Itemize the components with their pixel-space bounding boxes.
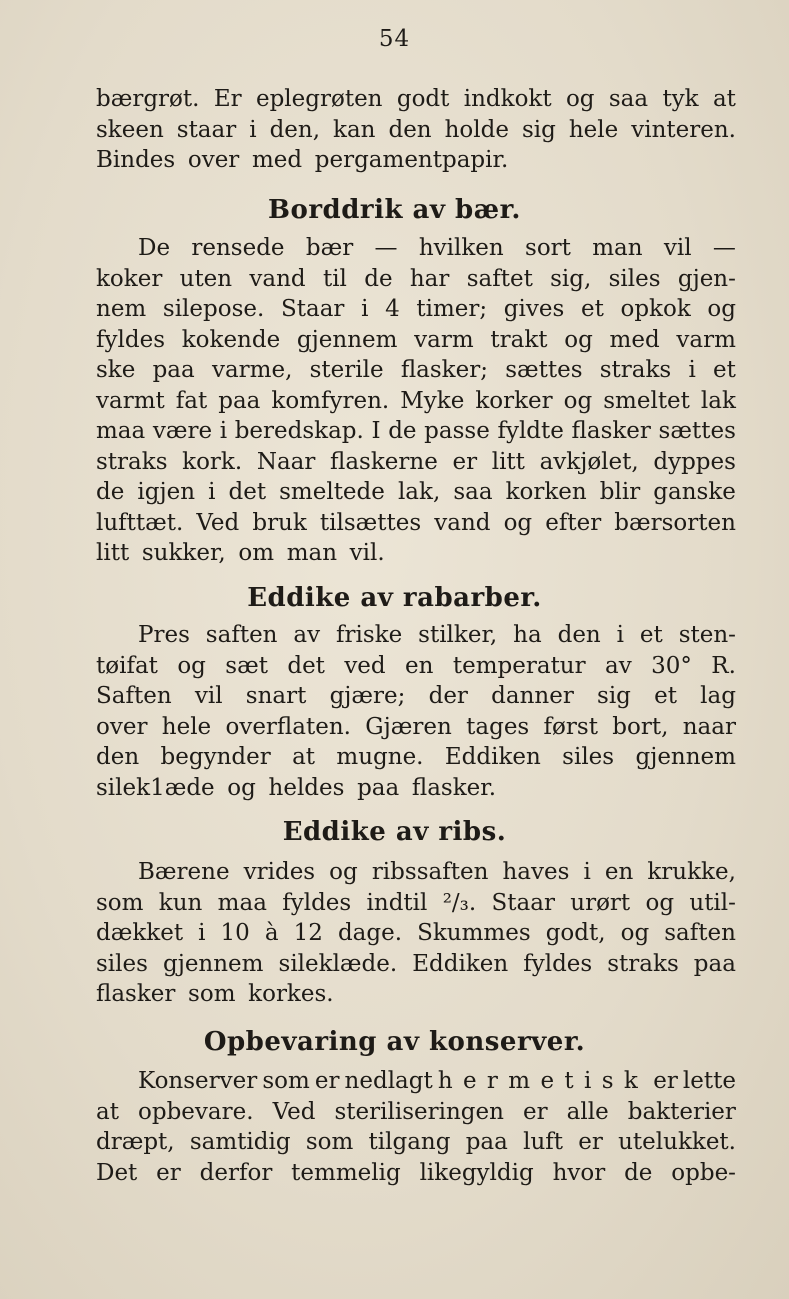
word: kokende <box>181 326 281 353</box>
word: indkokt <box>463 86 552 112</box>
word: kan <box>333 116 376 143</box>
word: igjen <box>137 479 196 505</box>
word: over <box>187 147 240 173</box>
word: utelukket. <box>618 1129 736 1155</box>
word: overflaten. <box>225 713 351 740</box>
word: tilsættes <box>319 509 422 536</box>
word: vil <box>663 235 692 261</box>
word: saa <box>453 479 493 505</box>
text-line <box>96 1158 736 1189</box>
word: hvor <box>552 1159 606 1186</box>
text-line <box>96 538 736 569</box>
word: luft <box>523 1129 564 1155</box>
text-line <box>96 325 736 356</box>
word: fyldes <box>523 950 593 977</box>
word: det <box>228 479 267 505</box>
word: 30° <box>651 652 692 679</box>
section-heading-borddrik: Borddrik av bær. <box>268 195 521 225</box>
word: nem <box>96 296 147 322</box>
word: lak, <box>397 479 441 505</box>
word: vand <box>249 265 306 292</box>
word: straks <box>599 357 672 383</box>
word: smeltet <box>603 387 690 414</box>
word: siles <box>608 265 661 292</box>
word: temperatur <box>452 652 586 679</box>
word: bakterier <box>627 1098 736 1125</box>
word: ganske <box>653 479 736 505</box>
word: kork. <box>182 448 243 475</box>
word: opbevare. <box>138 1098 254 1125</box>
word: og <box>620 920 650 946</box>
word: Eddiken <box>412 950 509 977</box>
word: bruk <box>252 509 307 536</box>
word: i <box>583 859 591 885</box>
word: samtidig <box>189 1129 291 1155</box>
word: vil. <box>349 540 385 566</box>
word: passe <box>424 418 490 444</box>
word: flasker <box>571 418 651 444</box>
word: sig <box>521 116 556 143</box>
word: sten- <box>678 622 736 648</box>
word: og <box>227 774 256 801</box>
word: vrides <box>243 859 316 885</box>
word: staar <box>176 116 237 143</box>
word: Staar <box>491 889 555 916</box>
text-line <box>96 742 736 773</box>
word: eplegrøten <box>255 86 383 112</box>
word: urørt <box>570 889 631 916</box>
text-line <box>96 1066 736 1097</box>
paragraph-eddike-ribs <box>96 857 736 1010</box>
word: med <box>609 326 660 353</box>
word: steriliseringen <box>334 1098 504 1125</box>
word: opbe- <box>671 1159 736 1186</box>
word: i <box>616 622 625 648</box>
word: er <box>452 448 478 475</box>
word: og <box>565 86 595 112</box>
word: dækket <box>96 920 184 946</box>
word: den, <box>269 116 321 143</box>
word: lak <box>700 387 736 414</box>
word: man <box>286 540 338 566</box>
word: paa <box>693 950 736 977</box>
word: Skummes <box>417 920 531 946</box>
word: friske <box>336 622 403 648</box>
word: til <box>322 265 347 292</box>
word: en <box>604 859 634 885</box>
word: som <box>262 1068 310 1094</box>
text-line <box>96 918 736 949</box>
paragraph-eddike-rabarber <box>96 620 736 803</box>
text-line <box>96 355 736 386</box>
word: i <box>198 920 206 946</box>
word: varm <box>676 326 736 353</box>
word: naar <box>682 713 736 740</box>
word: krukke, <box>647 859 736 885</box>
word: og <box>503 509 533 536</box>
text-line <box>96 1097 736 1128</box>
word: godt, <box>545 920 606 946</box>
word: den <box>557 622 601 648</box>
word: og <box>564 326 593 353</box>
word: ved <box>344 652 386 679</box>
word: fat <box>175 387 208 414</box>
word: gjennem <box>296 326 398 353</box>
word: begynder <box>160 744 271 770</box>
word: nedlagt <box>344 1068 433 1094</box>
word: Pres <box>138 622 190 648</box>
word: haves <box>502 859 570 885</box>
word: siles <box>562 744 615 770</box>
word: lag <box>700 683 736 709</box>
word: dræpt, <box>96 1129 175 1155</box>
word: og <box>329 859 358 885</box>
word: koker <box>96 265 163 292</box>
text-line <box>96 857 736 888</box>
word: sættes <box>658 418 736 444</box>
word: De <box>138 235 171 261</box>
text-line <box>96 264 736 295</box>
word: i <box>361 296 369 322</box>
word: — <box>712 235 736 261</box>
word: vil <box>194 683 223 709</box>
word: i <box>688 357 696 383</box>
word: rensede <box>191 235 285 261</box>
word: Staar <box>280 296 345 322</box>
word: Eddiken <box>444 744 541 770</box>
word: gjen- <box>677 265 736 292</box>
word: — <box>374 235 398 261</box>
word: tyk <box>662 86 699 112</box>
word: paa <box>152 357 195 383</box>
word: Ved <box>272 1098 316 1125</box>
word: tages <box>466 713 530 740</box>
text-line <box>96 712 736 743</box>
word: maa <box>217 889 267 916</box>
word: ske <box>96 357 136 383</box>
word: efter <box>545 509 602 536</box>
word: ribssaften <box>371 859 489 885</box>
paragraph-berry-porridge-end <box>96 84 736 176</box>
word: en <box>405 652 434 679</box>
word: fyldes <box>282 889 352 916</box>
word: av <box>605 652 632 679</box>
word: straks <box>607 950 679 977</box>
word: danner <box>491 683 574 709</box>
word: straks <box>96 448 168 475</box>
word: temmelig <box>291 1159 401 1186</box>
word: Gjæren <box>365 713 452 740</box>
word: fyldte <box>497 418 564 444</box>
word: et <box>654 683 677 709</box>
word: som <box>96 889 144 916</box>
word: et <box>580 296 604 322</box>
section-heading-eddike-ribs: Eddike av ribs. <box>282 817 507 847</box>
word: litt <box>96 540 130 566</box>
word: beredskap. <box>234 418 364 444</box>
word: saften <box>205 622 278 648</box>
word: i <box>249 116 257 143</box>
word: sættes <box>505 357 583 383</box>
word: Naar <box>256 448 316 475</box>
word: med <box>251 147 303 173</box>
word: à <box>264 920 279 946</box>
text-line <box>96 294 736 325</box>
word: de <box>624 1159 653 1186</box>
word: og <box>563 387 593 414</box>
word: lette <box>682 1068 736 1094</box>
text-line <box>96 447 736 478</box>
word: at <box>292 744 316 770</box>
text-line <box>96 681 736 712</box>
word: gjennem <box>162 950 264 977</box>
word: pergamentpapir. <box>314 147 509 173</box>
paragraph-borddrik <box>96 233 736 569</box>
text-line <box>96 233 736 264</box>
word: likegyldig <box>419 1159 534 1186</box>
word: hvilken <box>418 235 504 261</box>
word: som <box>188 981 236 1007</box>
word: de <box>96 479 125 505</box>
word: over <box>96 713 148 740</box>
text-line <box>96 115 736 146</box>
word: Konserver <box>138 1068 258 1094</box>
word: gjære; <box>329 683 406 709</box>
word: varmt <box>96 387 165 414</box>
word: korken <box>505 479 587 505</box>
word: man <box>592 235 643 261</box>
word: 4 <box>385 296 400 322</box>
word: 12 <box>293 920 323 946</box>
word: snart <box>245 683 307 709</box>
word: korkes. <box>248 981 334 1007</box>
word: Saften <box>96 683 172 709</box>
word: silek1æde <box>96 774 215 801</box>
word: være <box>152 418 213 444</box>
word: sort <box>525 235 571 261</box>
paragraph-opbevaring <box>96 1066 736 1188</box>
word-emphasized: hermetisk <box>437 1068 649 1094</box>
word: blir <box>599 479 641 505</box>
word: lufttæt. <box>96 509 184 536</box>
section-heading-opbevaring: Opbevaring av konserver. <box>203 1027 586 1057</box>
text-line <box>96 477 736 508</box>
word: korker <box>475 387 553 414</box>
word: derfor <box>199 1159 273 1186</box>
word: Bærene <box>138 859 230 885</box>
word: et <box>639 622 663 648</box>
word: bort, <box>612 713 669 740</box>
word: tøifat <box>96 652 158 679</box>
word: smeltede <box>279 479 385 505</box>
page-number: 54 <box>378 26 411 52</box>
word: bærsorten <box>614 509 736 536</box>
word: maa <box>96 418 146 444</box>
word: og <box>707 296 736 322</box>
section-heading-eddike-rabarber: Eddike av rabarber. <box>247 583 542 613</box>
word: de <box>388 418 417 444</box>
word: bær <box>305 235 354 261</box>
word: fyldes <box>96 326 165 353</box>
word: er <box>156 1159 181 1186</box>
word: paa <box>357 774 400 801</box>
word: sukker, <box>141 540 226 566</box>
word: dyppes <box>653 448 736 475</box>
word: flasker; <box>400 357 488 383</box>
word: avkjølet, <box>539 448 639 475</box>
word: hele <box>568 116 619 143</box>
word: vand <box>434 509 491 536</box>
word: sterile <box>309 357 384 383</box>
word: i <box>219 418 228 444</box>
word: er <box>314 1068 340 1094</box>
text-line <box>96 949 736 980</box>
word: kun <box>158 889 203 916</box>
word: og <box>645 889 675 916</box>
word: 10 <box>220 920 250 946</box>
word: skeen <box>96 116 164 143</box>
word: siles <box>96 950 148 977</box>
word: saften <box>664 920 736 946</box>
word: et <box>713 357 736 383</box>
word: Det <box>96 1159 138 1186</box>
word: det <box>287 652 325 679</box>
word: den <box>388 116 432 143</box>
word: er <box>522 1098 548 1125</box>
word: tilgang <box>368 1129 451 1155</box>
word: paa <box>218 387 261 414</box>
word: mugne. <box>336 744 424 770</box>
word: ²/₃. <box>442 889 477 916</box>
word: Er <box>213 86 242 112</box>
word: holde <box>444 116 509 143</box>
word: flasker <box>96 981 176 1007</box>
word: sileklæde. <box>278 950 398 977</box>
word: sig <box>597 683 631 709</box>
word: R. <box>711 652 736 679</box>
text-line <box>96 1127 736 1158</box>
text-line <box>96 416 736 447</box>
text-line <box>96 84 736 115</box>
word: i <box>208 479 216 505</box>
word: flaskerne <box>330 448 438 475</box>
word: indtil <box>366 889 428 916</box>
word: paa <box>465 1129 508 1155</box>
word: og <box>177 652 206 679</box>
word: sig, <box>550 265 592 292</box>
word: trakt <box>490 326 548 353</box>
word: silepose. <box>162 296 265 322</box>
word: først <box>543 713 598 740</box>
word: gives <box>503 296 565 322</box>
word: der <box>428 683 468 709</box>
text-line <box>96 386 736 417</box>
word: varm <box>414 326 474 353</box>
word: Ved <box>196 509 240 536</box>
word: I <box>371 418 381 444</box>
text-line <box>96 620 736 651</box>
word: Bindes <box>96 147 176 173</box>
word: util- <box>689 889 736 916</box>
text-line <box>96 888 736 919</box>
text-line <box>96 145 736 176</box>
word: uten <box>179 265 233 292</box>
word: saa <box>608 86 649 112</box>
word: hele <box>161 713 212 740</box>
word: har <box>409 265 450 292</box>
word: ha <box>513 622 542 648</box>
word: bærgrøt. <box>96 86 200 112</box>
word: dage. <box>337 920 403 946</box>
word: litt <box>491 448 525 475</box>
word: er <box>578 1129 603 1155</box>
word: saftet <box>466 265 533 292</box>
word: Myke <box>400 387 465 414</box>
word: alle <box>566 1098 609 1125</box>
word: at <box>712 86 736 112</box>
word: de <box>364 265 393 292</box>
word: heldes <box>268 774 345 801</box>
word: stilker, <box>418 622 498 648</box>
word: om <box>238 540 275 566</box>
text-line <box>96 508 736 539</box>
word: godt <box>396 86 450 112</box>
word: at <box>96 1098 119 1125</box>
word: timer; <box>416 296 488 322</box>
word: gjennem <box>635 744 736 770</box>
word: er <box>653 1068 678 1094</box>
word: som <box>305 1129 354 1155</box>
word: sæt <box>225 652 268 679</box>
text-line <box>96 773 736 804</box>
word: av <box>293 622 321 648</box>
word: flasker. <box>411 774 497 801</box>
text-line <box>96 651 736 682</box>
word: komfyren. <box>271 387 390 414</box>
word: varme, <box>211 357 293 383</box>
word: opkok <box>620 296 691 322</box>
word: vinteren. <box>631 116 736 143</box>
word: den <box>96 744 140 770</box>
text-line <box>96 979 736 1010</box>
